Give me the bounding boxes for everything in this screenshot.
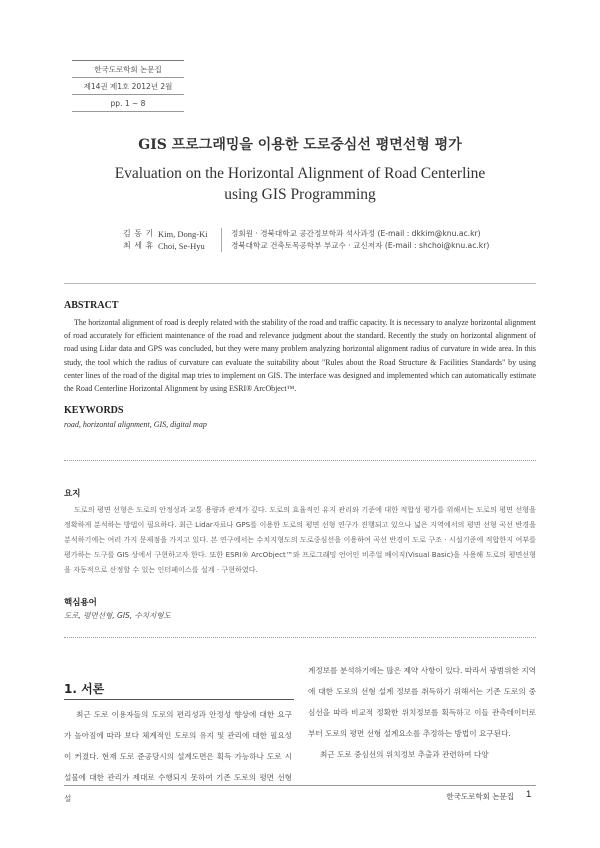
author-affiliations — [231, 228, 489, 252]
title-english — [0, 163, 600, 205]
summary-ko-heading: 요지 — [64, 489, 81, 499]
summary-ko-text: 도로의 평면 선형은 도로의 안정성과 교통 용량과 관계가 깊다. 도로의 효율적인 유지 관리와 기준에 대한 적합성 평가를 위해서는 도로의 평면 선형을 정확하게 분석하는 방법이 필요하다. 최근 Lidar자료나 GPS를 이용한 도로의 평면 선형 연구가 진행되고 있으나 넓은 지역에서의 평면 선형 곡선 반경을 분석하기에는 여러 가지 문제점을 가지고 있다. 본 연구에서는 수치지형도의 도로중심선을 이용하여 곡선 반경이 도로 구조 · 시설기준에 적합한지 여부를 평가하는 도구를 GIS 상에서 구현하고자 한다. 또한 ESRI® ArcObject™와 프로그래밍 언어인 비주얼 베이직(Visual Basic)을 사용해 도로의 평면선형을 자동적으로 산정할 수 있는 인터페이스를 설계 · 구현하였다. — [64, 505, 536, 574]
page-number: 1 — [526, 789, 532, 800]
abstract-text: The horizontal alignment of road is deeply related with the stability of the road and traffic capacity. It is necessary to analyze horizontal alignment of road accurately for efficient maintenance of the road and relevance judgment about the standard. Recently the study on horizontal alignment of road using Lidar data and GPS was concluded, but they were many problem analyzing horizontal alignment radius of curvature in wide area. In this study, the tool which the radius of curvature can evaluate the suitability about "Rules about the Road Structure & Facilities Standards" by using center lines of the road of the digital map tries to implement on GIS. The interface was designed and implemented which can automatically estimate the Road Centerline Horizontal Alignment by using ESRI® ArcObject™. — [64, 318, 536, 394]
journal-volume: 제14권 제1호 2012년 2월 — [72, 78, 184, 95]
footer-journal-name: 한국도로학회 논문집 — [446, 792, 514, 801]
section-1-heading: 1. 서론 — [64, 682, 105, 696]
author-1-name-en: Kim, Dong-Ki — [158, 229, 208, 239]
author-2-name-ko: 최 세 휴 — [123, 241, 154, 250]
section-1-right-paragraph-1: 계정보를 분석하기에는 많은 제약 사항이 있다. 따라서 광범위한 지역에 대한 도로의 선형 설계 정보를 취득하기 위해서는 기존 도로의 중심선을 따라 비교적 정확한 위치정보를 획득하고 이들 관측데이터로부터 도로의 평면 선형 설계요소를 추정하는 방법이 요구된다. — [308, 666, 536, 738]
section-1-right-paragraph-2: 최근 도로 중심선의 위치정보 추출과 관련하여 다양 — [320, 750, 489, 759]
title-english-line1: Evaluation on the Horizontal Alignment of Road Centerline — [114, 165, 486, 182]
author-2-name-en: Choi, Se-Hyu — [158, 241, 205, 251]
author-names-korean — [123, 228, 154, 252]
keywords-heading: KEYWORDS — [64, 405, 124, 416]
journal-name: 한국도로학회 논문집 — [72, 61, 184, 78]
header-divider — [64, 283, 536, 284]
keywords-ko-heading: 핵심용어 — [64, 598, 97, 608]
title-english-line2: using GIS Programming — [224, 186, 376, 203]
title-korean: GIS 프로그래밍을 이용한 도로중심선 평면선형 평가 — [138, 137, 462, 153]
section-1-rule — [64, 699, 294, 700]
summary-divider — [64, 637, 536, 638]
author-1-name-ko: 김 동 기 — [123, 229, 154, 238]
author-names-english — [158, 228, 208, 252]
abstract-heading: ABSTRACT — [64, 300, 119, 311]
footer-rule — [64, 785, 536, 786]
journal-pages: pp. 1 ~ 8 — [72, 95, 184, 112]
keywords-text: road, horizontal alignment, GIS, digital map — [64, 420, 207, 429]
author-2-affiliation: 경북대학교 건축토목공학부 부교수 · 교신저자 (E-mail : shchoi@knu.ac.kr) — [231, 241, 490, 250]
journal-info-box — [72, 60, 184, 112]
keywords-ko-text: 도로, 평면선형, GIS, 수치지형도 — [64, 611, 171, 620]
author-1-affiliation: 정회원 · 경북대학교 공간정보학과 석사과정 (E-mail : dkkim@knu.ac.kr) — [231, 229, 481, 238]
section-1-left-column: 최근 도로 이용자들의 도로의 편리성과 안정성 향상에 대한 요구가 높아짐에 따라 보다 체계적인 도로의 유지 및 관리에 대한 필요성이 커졌다. 현재 도로 준공당시의 설계도면은 획득 가능하나 도로 시설물에 대한 관리가 제대로 수행되지 못하여 기존 도로의 평면 선형 설 — [64, 710, 292, 803]
author-divider — [221, 228, 222, 252]
section-1-right-column — [308, 660, 536, 765]
abstract-divider — [64, 460, 536, 461]
